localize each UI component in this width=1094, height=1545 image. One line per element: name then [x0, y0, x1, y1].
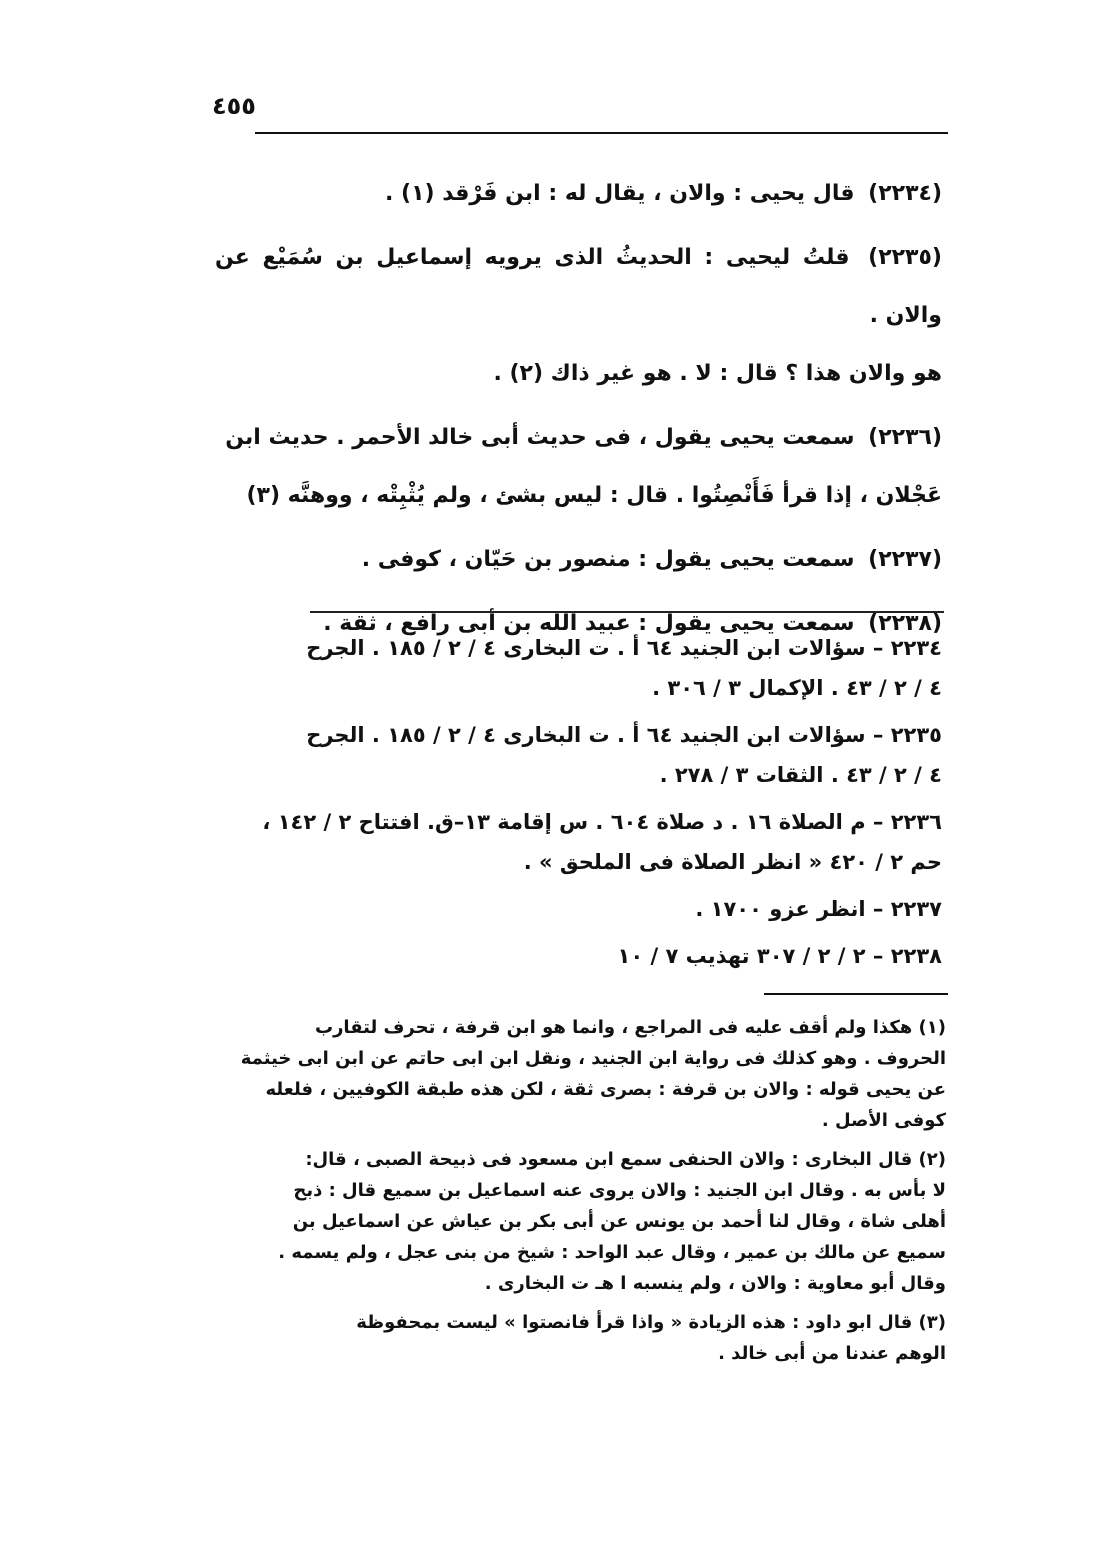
header-rule: [255, 132, 948, 134]
footnote-line: الوهم عندنا من أبى خالد .: [718, 1343, 946, 1364]
footnote-line: (١) هكذا ولم أقف عليه فى المراجع ، وانما هو ابن قرفة ، تحرف لتقارب: [314, 1017, 946, 1038]
footnote-1: [208, 1012, 946, 1136]
entry-line: (٢٢٣٥) قلتُ ليحيى : الحديثُ الذى يرويه إسماعيل بن سُمَيْع عن والان .: [215, 245, 942, 328]
footnote-line: الحروف . وهو كذلك فى رواية ابن الجنيد ، ونقل ابن ابى حاتم عن ابن ابى خيثمة: [240, 1048, 946, 1069]
reference-code: ٢٢٣٤ –: [872, 636, 942, 660]
entry-number: (٢٢٣٨): [868, 611, 942, 636]
entry-number: (٢٢٣٤): [868, 181, 942, 206]
entry-2236: [215, 409, 942, 525]
entry-line: هو والان هذا ؟ قال : لا . هو غير ذاك (٢) .: [493, 361, 942, 386]
entry-line: (٢٢٣٤) قال يحيى : والان ، يقال له : ابن فَرْقد (١) .: [385, 181, 942, 206]
reference-2238: ٢٢٣٨ – ٢ / ٢ / ٣٠٧ تهذيب ٧ / ١٠: [215, 936, 942, 976]
footnotes-rule: [764, 993, 948, 995]
footnote-line: وقال أبو معاوية : والان ، ولم ينسبه ا هـ ت البخارى .: [484, 1273, 946, 1294]
reference-code: ٢٢٣٧ –: [872, 897, 942, 921]
reference-code: ٢٢٣٦ –: [872, 810, 942, 834]
footnote-line: (٢) قال البخارى : والان الحنفى سمع ابن مسعود فى ذبيحة الصبى ، قال:: [305, 1149, 946, 1170]
entry-2234: [215, 165, 942, 223]
references: [215, 628, 942, 983]
reference-line: ٤ / ٢ / ٤٣ . الثقات ٣ / ٢٧٨ .: [659, 763, 942, 787]
entry-line: عَجْلان ، إذا قرأ فَأَنْصِتُوا . قال : ليس بشئ ، ولم يُثْبِتْه ، ووهنَّه (٣): [246, 483, 942, 508]
entry-line: (٢٢٣٨) سمعت يحيى يقول : عبيد الله بن أبى رافع ، ثقة .: [323, 611, 942, 636]
reference-2236: ٢٢٣٦ – م الصلاة ١٦ . د صلاة ٦٠٤ . س إقامة ١٣–ق. افتتاح ٢ / ١٤٢ ، حم ٢ / ٤٢٠ « انظر الصلاة فى الملحق » .: [215, 802, 942, 882]
entry-2237: [215, 531, 942, 589]
references-rule: [310, 611, 944, 613]
footnote-line: (٣) قال ابو داود : هذه الزيادة « واذا قرأ فانصتوا » ليست بمحفوظة: [356, 1312, 946, 1333]
reference-code: ٢٢٣٥ –: [872, 723, 942, 747]
entry-number: (٢٢٣٦): [868, 425, 942, 450]
reference-2235: ٢٢٣٥ – سؤالات ابن الجنيد ٦٤ أ . ت البخارى ٤ / ٢ / ١٨٥ . الجرح ٤ / ٢ / ٤٣ . الثقات ٣ / ٢٧٨ .: [215, 715, 942, 795]
footnote-line: كوفى الأصل .: [821, 1110, 946, 1131]
entry-2235: [215, 229, 942, 403]
main-text: [215, 165, 942, 659]
reference-code: ٢٢٣٨ –: [872, 944, 942, 968]
footnote-3: [208, 1307, 946, 1369]
page-number: ٤٥٥: [212, 92, 256, 120]
reference-line: ٤ / ٢ / ٤٣ . الإكمال ٣ / ٣٠٦ .: [652, 676, 942, 700]
footnote-line: عن يحيى قوله : والان بن قرفة : بصرى ثقة ، لكن هذه طبقة الكوفيين ، فلعله: [265, 1079, 946, 1100]
reference-2234: ٢٢٣٤ – سؤالات ابن الجنيد ٦٤ أ . ت البخارى ٤ / ٢ / ١٨٥ . الجرح ٤ / ٢ / ٤٣ . الإكمال ٣ / ٣٠٦ .: [215, 628, 942, 708]
footnote-line: سميع عن مالك بن عمير ، وقال عبد الواحد : شيخ من بنى عجل ، ولم يسمه .: [278, 1242, 946, 1263]
entry-number: (٢٢٣٥): [868, 245, 942, 270]
footnote-line: أهلى شاة ، وقال لنا أحمد بن يونس عن أبى بكر بن عياش عن اسماعيل بن: [292, 1211, 946, 1232]
entry-line: (٢٢٣٦) سمعت يحيى يقول ، فى حديث أبى خالد الأحمر . حديث ابن: [225, 425, 942, 450]
footnote-line: لا بأس به . وقال ابن الجنيد : والان يروى عنه اسماعيل بن سميع قال : ذبح: [293, 1180, 946, 1201]
footnote-2: [208, 1144, 946, 1299]
entry-line: (٢٢٣٧) سمعت يحيى يقول : منصور بن حَيّان ، كوفى .: [361, 547, 942, 572]
footnotes: [208, 1012, 946, 1377]
reference-line: حم ٢ / ٤٢٠ « انظر الصلاة فى الملحق » .: [523, 850, 942, 874]
reference-2237: ٢٢٣٧ – انظر عزو ١٧٠٠ .: [215, 889, 942, 929]
entry-number: (٢٢٣٧): [868, 547, 942, 572]
